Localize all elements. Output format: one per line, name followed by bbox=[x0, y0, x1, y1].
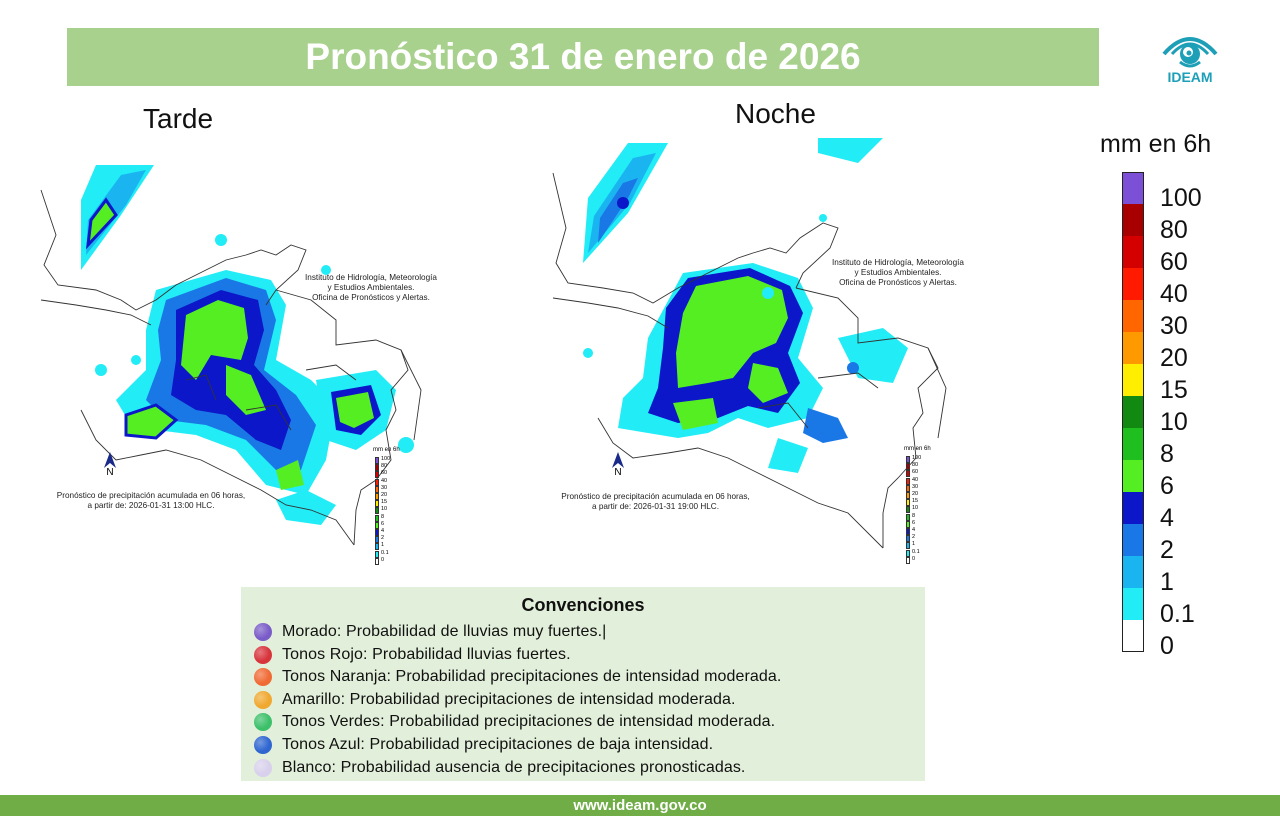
mini-legend-label: 2 bbox=[912, 534, 916, 541]
legend-level-label: 8 bbox=[1160, 440, 1174, 468]
north-arrow-noche: N bbox=[612, 452, 624, 478]
mini-legend-swatch bbox=[375, 507, 379, 514]
mini-legend-label: 100 bbox=[912, 455, 922, 461]
mini-legend-label: 40 bbox=[912, 476, 919, 483]
mini-legend-swatch bbox=[375, 529, 379, 536]
mini-legend-swatch bbox=[906, 492, 910, 499]
mini-legend-row bbox=[375, 486, 405, 493]
mini-legend-label: 0 bbox=[381, 556, 385, 563]
mini-legend-label: 4 bbox=[912, 527, 916, 533]
convention-text: Blanco: Probabilidad ausencia de precipitaciones pronosticadas. bbox=[282, 758, 746, 776]
convention-text: Tonos Verdes: Probabilidad precipitaciones de intensidad moderada. bbox=[282, 713, 776, 731]
convention-dot-icon bbox=[254, 668, 272, 686]
mini-legend-label: 4 bbox=[381, 528, 385, 534]
mini-legend-swatch bbox=[906, 456, 910, 463]
mini-legend-swatch bbox=[906, 550, 910, 557]
mini-legend-row bbox=[906, 535, 936, 542]
legend-level-label: 0 bbox=[1160, 632, 1174, 660]
mini-legend-row bbox=[375, 500, 405, 507]
legend-swatch bbox=[1122, 524, 1144, 556]
mini-legend-row bbox=[906, 485, 936, 492]
mini-legend-swatch bbox=[375, 479, 379, 486]
legend-swatch bbox=[1122, 396, 1144, 428]
mini-legend-swatch bbox=[906, 514, 910, 521]
mini-legend-row bbox=[375, 522, 405, 529]
ideam-logo bbox=[1158, 24, 1222, 88]
mini-legend-row bbox=[906, 463, 936, 470]
mini-legend-swatch bbox=[375, 486, 379, 493]
mini-legend-label: 60 bbox=[381, 470, 388, 477]
panel-title-noche: Noche bbox=[735, 98, 816, 129]
mini-legend-swatch bbox=[375, 464, 379, 471]
legend-level-label: 0.1 bbox=[1160, 600, 1195, 628]
mini-legend-swatch bbox=[375, 551, 379, 558]
mini-legend-swatch bbox=[375, 515, 379, 522]
mini-legend-swatch bbox=[375, 558, 379, 565]
legend-title: mm en 6h bbox=[1100, 130, 1212, 158]
legend-level-label: 20 bbox=[1160, 344, 1188, 372]
convention-dot-icon bbox=[254, 646, 272, 664]
mini-legend-row bbox=[906, 456, 936, 463]
legend-level-label: 1 bbox=[1160, 568, 1174, 596]
mini-legend-label: 30 bbox=[381, 484, 388, 491]
legend-swatch bbox=[1122, 460, 1144, 492]
mini-legend-swatch bbox=[906, 528, 910, 535]
legend-swatch bbox=[1122, 364, 1144, 396]
mini-legend-label: 1 bbox=[912, 541, 916, 548]
mini-legend-row bbox=[906, 470, 936, 477]
precip-field bbox=[583, 138, 908, 473]
convention-dot-icon bbox=[254, 736, 272, 754]
mini-legend-swatch bbox=[906, 499, 910, 506]
mini-legend-label: 6 bbox=[381, 520, 385, 527]
convention-text: Tonos Rojo: Probabilidad lluvias fuertes. bbox=[282, 645, 571, 663]
mini-legend-swatch bbox=[906, 506, 910, 513]
mini-legend-row bbox=[906, 499, 936, 506]
legend-level-label: 40 bbox=[1160, 280, 1188, 308]
conventions-title: Convenciones bbox=[521, 595, 645, 615]
mini-legend-row bbox=[906, 492, 936, 499]
north-arrow-icon bbox=[104, 452, 116, 468]
mini-legend-row bbox=[375, 471, 405, 478]
legend-swatch bbox=[1122, 236, 1144, 268]
mini-legend-label: 20 bbox=[381, 492, 388, 498]
footer-bar bbox=[0, 795, 1280, 816]
legend-level-label: 60 bbox=[1160, 248, 1188, 276]
convention-text: Morado: Probabilidad de lluvias muy fuertes.| bbox=[282, 623, 607, 640]
mini-legend-swatch bbox=[375, 471, 379, 478]
mini-legend-label: 10 bbox=[381, 506, 388, 513]
map-noche: Instituto de Hidrología, Meteorología y Estudios Ambientales. Oficina de Pronósticos y Alertas. N Pronóstico de precipitación acumulada en 06 horas, a partir de: 2026-01-31 19:00 HLC. mm en 6h 100 80 60 40 30 20 15 10 8 6 4 2 1 0.1 0 bbox=[538, 138, 998, 558]
mini-legend-row bbox=[906, 478, 936, 485]
mini-legend-label: 15 bbox=[912, 498, 919, 505]
institution-note-tarde: Instituto de Hidrología, Meteorología y Estudios Ambientales. Oficina de Pronósticos y Alertas. bbox=[305, 273, 437, 302]
mini-legend-label: 100 bbox=[381, 456, 391, 462]
mini-legend-row bbox=[906, 557, 936, 564]
title-banner bbox=[67, 28, 1099, 86]
mini-legend-row bbox=[375, 479, 405, 486]
mini-legend-row bbox=[375, 551, 405, 558]
mini-legend-label: 6 bbox=[912, 519, 916, 526]
mini-legend-label: 2 bbox=[381, 535, 385, 542]
footer-url[interactable]: www.ideam.gov.co bbox=[573, 797, 707, 814]
conventions-box bbox=[241, 587, 925, 781]
mini-legend-row bbox=[906, 542, 936, 549]
mini-legend-swatch bbox=[375, 536, 379, 543]
mini-legend-swatch bbox=[906, 521, 910, 528]
mini-legend-swatch bbox=[906, 485, 910, 492]
mini-legend-swatch bbox=[375, 543, 379, 550]
mini-legend-label: 60 bbox=[912, 469, 919, 476]
mini-legend-label: 40 bbox=[381, 477, 388, 484]
mini-legend-label: 80 bbox=[912, 462, 919, 469]
mini-legend-row bbox=[906, 521, 936, 528]
legend-swatch bbox=[1122, 428, 1144, 460]
mini-legend-label: 8 bbox=[381, 513, 385, 520]
legend-swatch bbox=[1122, 300, 1144, 332]
legend-level-label: 4 bbox=[1160, 504, 1174, 532]
mini-legend-row bbox=[906, 506, 936, 513]
mini-legend-row bbox=[375, 507, 405, 514]
panel-title-tarde: Tarde bbox=[143, 103, 214, 134]
convention-dot-icon bbox=[254, 623, 272, 641]
mini-legend-row bbox=[906, 550, 936, 557]
convention-text: Amarillo: Probabilidad precipitaciones de intensidad moderada. bbox=[282, 690, 736, 708]
logo-text: IDEAM bbox=[1167, 69, 1213, 85]
north-arrow-icon bbox=[612, 452, 624, 468]
mini-legend-label: 0.1 bbox=[912, 548, 920, 555]
mini-legend-row bbox=[375, 558, 405, 565]
mini-legend-label: 30 bbox=[912, 483, 919, 490]
mini-legend-swatch bbox=[906, 470, 910, 477]
mini-legend-swatch bbox=[906, 557, 910, 564]
convention-text: Tonos Azul: Probabilidad precipitaciones de baja intensidad. bbox=[282, 736, 714, 753]
mini-legend-swatch bbox=[375, 500, 379, 507]
mini-legend-label: 80 bbox=[381, 463, 388, 470]
mini-legend-label: 8 bbox=[912, 512, 916, 519]
legend-level-label: 80 bbox=[1160, 216, 1188, 244]
mini-legend-swatch bbox=[375, 457, 379, 464]
mini-legend-row bbox=[375, 493, 405, 500]
precip-field bbox=[81, 165, 414, 525]
institution-note-noche: Instituto de Hidrología, Meteorología y Estudios Ambientales. Oficina de Pronósticos y Alertas. bbox=[832, 258, 964, 287]
convention-dot-icon bbox=[254, 691, 272, 709]
legend-swatch bbox=[1122, 492, 1144, 524]
mini-legend-label: 0.1 bbox=[381, 549, 389, 556]
mini-legend-row bbox=[375, 536, 405, 543]
mini-legend-label: 20 bbox=[912, 491, 919, 497]
mini-legend-row bbox=[375, 529, 405, 536]
mini-legend-swatch bbox=[375, 493, 379, 500]
mini-legend-row bbox=[375, 457, 405, 464]
mini-legend-row bbox=[906, 528, 936, 535]
mini-legend-row bbox=[375, 543, 405, 550]
mini-legend-swatch bbox=[906, 542, 910, 549]
mini-legend-swatch bbox=[906, 535, 910, 542]
legend-swatch bbox=[1122, 268, 1144, 300]
mini-legend-swatch bbox=[375, 522, 379, 529]
north-arrow-tarde: N bbox=[104, 452, 116, 478]
map-caption-noche: Pronóstico de precipitación acumulada en 06 horas, a partir de: 2026-01-31 19:00 HLC. bbox=[561, 492, 750, 511]
legend-swatch bbox=[1122, 556, 1144, 588]
legend-swatch bbox=[1122, 620, 1144, 652]
map-caption-tarde: Pronóstico de precipitación acumulada en 06 horas, a partir de: 2026-01-31 13:00 HLC. bbox=[56, 491, 246, 510]
legend-swatch bbox=[1122, 588, 1144, 620]
legend-level-label: 30 bbox=[1160, 312, 1188, 340]
mini-legend-label: 1 bbox=[381, 542, 385, 549]
mini-legend-label: 15 bbox=[381, 499, 388, 506]
mini-legend-row bbox=[906, 514, 936, 521]
mini-legend-swatch bbox=[906, 478, 910, 485]
legend-level-label: 15 bbox=[1160, 376, 1188, 404]
mini-legend-row bbox=[375, 464, 405, 471]
legend-swatch bbox=[1122, 204, 1144, 236]
convention-text: Tonos Naranja: Probabilidad precipitaciones de intensidad moderada. bbox=[282, 668, 782, 686]
legend-level-label: 10 bbox=[1160, 408, 1188, 436]
ideam-eye-icon bbox=[1158, 24, 1222, 72]
legend-level-label: 6 bbox=[1160, 472, 1174, 500]
legend-swatch bbox=[1122, 172, 1144, 204]
convention-dot-icon bbox=[254, 759, 272, 777]
mini-legend-swatch bbox=[906, 463, 910, 470]
legend-swatch bbox=[1122, 332, 1144, 364]
page-title: Pronóstico 31 de enero de 2026 bbox=[305, 36, 861, 77]
mini-legend-row bbox=[375, 515, 405, 522]
legend-level-label: 100 bbox=[1160, 184, 1202, 212]
convention-dot-icon bbox=[254, 713, 272, 731]
mini-legend-label: 10 bbox=[912, 505, 919, 512]
map-tarde: Instituto de Hidrología, Meteorología y Estudios Ambientales. Oficina de Pronósticos y Alertas. N Pronóstico de precipitación acumulada en 06 horas, a partir de: 2026-01-31 13:00 HLC. mm en 6h 100 80 60 40 30 20 15 10 8 6 4 2 1 0.1 0 bbox=[36, 160, 496, 560]
legend-level-label: 2 bbox=[1160, 536, 1174, 564]
mini-legend-label: 0 bbox=[912, 555, 916, 562]
